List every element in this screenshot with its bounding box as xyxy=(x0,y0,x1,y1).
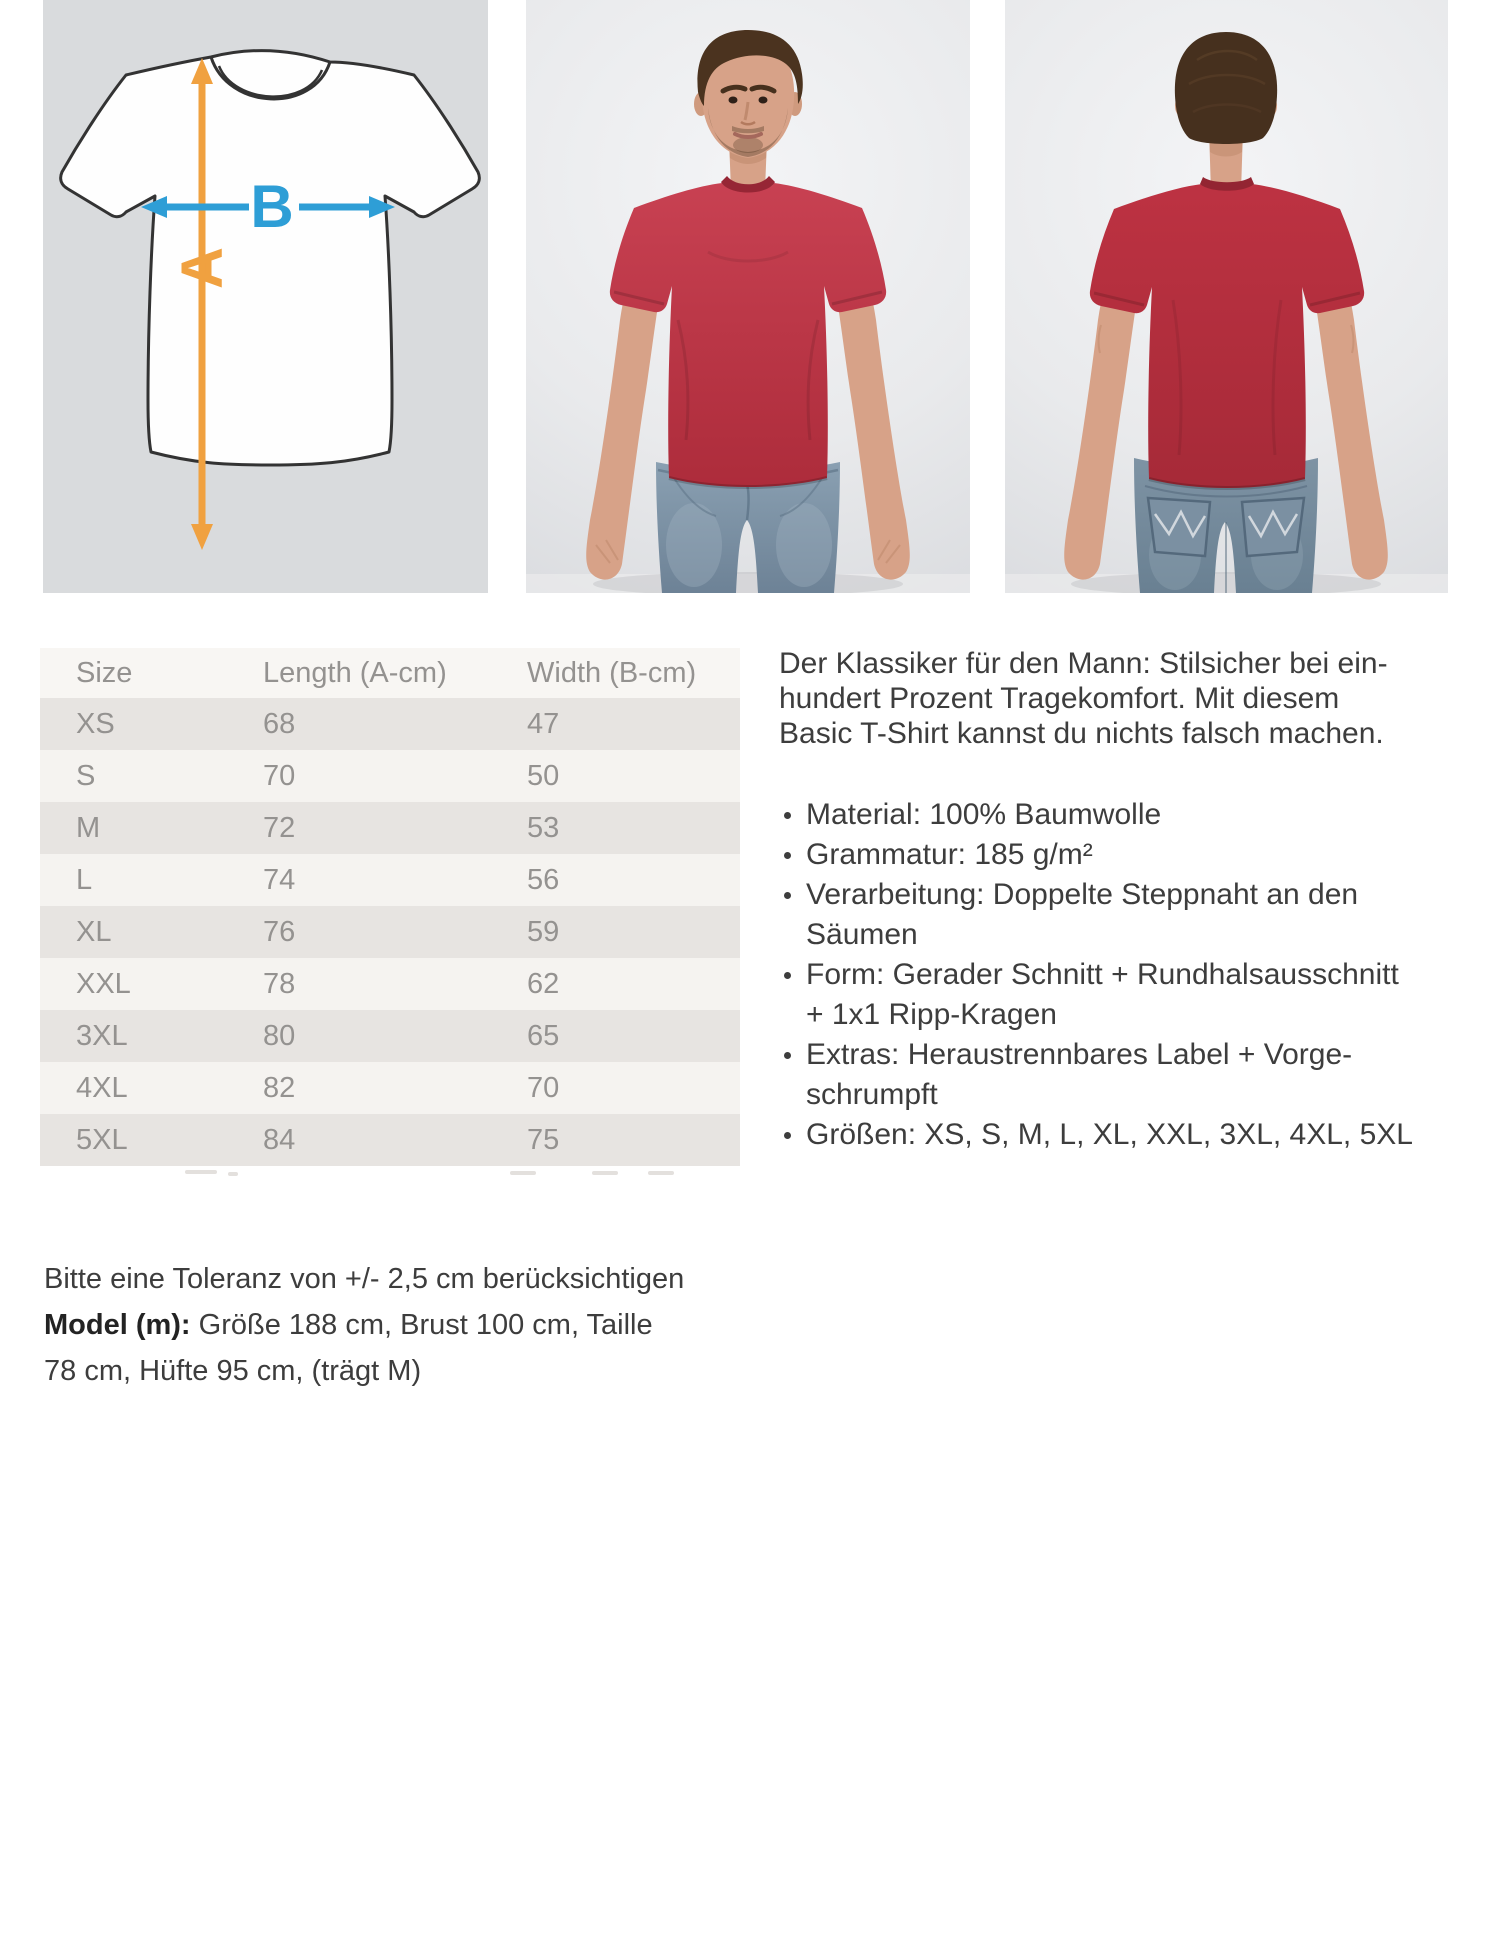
feature-item-form xyxy=(779,955,1479,1035)
table-edge-artifact xyxy=(648,1171,674,1175)
bullet-dot xyxy=(784,972,791,979)
intro-line: Basic T-Shirt kannst du nichts falsch machen. xyxy=(779,717,1384,750)
column-header-size: Size xyxy=(76,656,133,689)
model-photo-back xyxy=(1005,0,1448,593)
cell-length: 76 xyxy=(263,915,296,948)
feature-text: Material: 100% Baumwolle xyxy=(806,798,1162,831)
table-row xyxy=(40,1010,740,1062)
cell-length: 74 xyxy=(263,863,296,896)
cell-length: 68 xyxy=(263,707,296,740)
size-chart-header-row xyxy=(40,648,740,698)
feature-item-groessen xyxy=(779,1115,1479,1155)
column-header-width: Width (B-cm) xyxy=(527,656,697,689)
cell-size: 4XL xyxy=(76,1071,128,1104)
cell-width: 56 xyxy=(527,863,560,896)
bullet-dot xyxy=(784,1052,791,1059)
table-edge-artifact xyxy=(228,1172,238,1176)
description-intro xyxy=(779,646,1479,751)
back-pocket-left xyxy=(1148,498,1210,556)
feature-text: Säumen xyxy=(806,918,918,951)
table-row xyxy=(40,802,740,854)
cell-width: 47 xyxy=(527,707,560,740)
feature-item-verarbeitung xyxy=(779,875,1479,955)
model-photo-front xyxy=(526,0,970,593)
model-back-illustration xyxy=(1005,0,1448,593)
size-chart-table xyxy=(40,648,740,1166)
cell-width: 50 xyxy=(527,759,560,792)
measurement-notes xyxy=(44,1256,684,1394)
table-row xyxy=(40,958,740,1010)
bullet-dot xyxy=(784,892,791,899)
cell-size: M xyxy=(76,811,101,844)
cell-width: 53 xyxy=(527,811,560,844)
cell-width: 75 xyxy=(527,1123,560,1156)
width-label: B xyxy=(250,173,294,240)
feature-text: Grammatur: 185 g/m² xyxy=(806,838,1093,871)
model-head xyxy=(694,30,803,195)
tolerance-note: Bitte eine Toleranz von +/- 2,5 cm berücksichtigen xyxy=(44,1263,685,1295)
cell-length: 82 xyxy=(263,1071,296,1104)
cell-width: 70 xyxy=(527,1071,560,1104)
size-diagram-panel xyxy=(43,0,488,593)
model-head-back xyxy=(1175,32,1277,196)
table-row xyxy=(40,854,740,906)
cell-length: 78 xyxy=(263,967,296,1000)
table-edge-artifact xyxy=(592,1171,618,1175)
cell-size: XL xyxy=(76,915,112,948)
product-description xyxy=(779,646,1479,1155)
model-info-line2: 78 cm, Hüfte 95 cm, (trägt M) xyxy=(44,1355,422,1387)
cell-size: 5XL xyxy=(76,1123,128,1156)
cell-size: XXL xyxy=(76,967,131,1000)
feature-item-extras xyxy=(779,1035,1479,1115)
intro-line: hundert Prozent Tragekomfort. Mit diesem xyxy=(779,682,1340,715)
cell-length: 80 xyxy=(263,1019,296,1052)
feature-item-material xyxy=(779,795,1479,835)
table-edge-artifact xyxy=(510,1171,536,1175)
cell-size: L xyxy=(76,863,93,896)
tshirt-measurement-diagram xyxy=(43,0,488,593)
table-row xyxy=(40,1062,740,1114)
cell-length: 72 xyxy=(263,811,296,844)
bullet-dot xyxy=(784,852,791,859)
model-front-illustration xyxy=(526,0,970,593)
feature-text: Verarbeitung: Doppelte Steppnaht an den xyxy=(806,878,1359,911)
intro-line: Der Klassiker für den Mann: Stilsicher bei ein- xyxy=(779,647,1388,680)
bullet-dot xyxy=(784,812,791,819)
model-label: Model (m): xyxy=(44,1309,191,1341)
tshirt-outline-drawing xyxy=(61,51,480,465)
feature-text: Extras: Heraustrennbares Label + Vorge- xyxy=(806,1038,1353,1071)
cell-width: 59 xyxy=(527,915,560,948)
cell-length: 70 xyxy=(263,759,296,792)
cell-length: 84 xyxy=(263,1123,296,1156)
cell-size: S xyxy=(76,759,96,792)
feature-item-grammatur xyxy=(779,835,1479,875)
cell-width: 65 xyxy=(527,1019,560,1052)
model-info-rest: Größe 188 cm, Brust 100 cm, Taille xyxy=(190,1309,653,1341)
length-label: A xyxy=(170,247,235,289)
table-row xyxy=(40,750,740,802)
feature-text: schrumpft xyxy=(806,1078,938,1111)
column-header-length: Length (A-cm) xyxy=(263,656,447,689)
cell-size: 3XL xyxy=(76,1019,128,1052)
table-row xyxy=(40,1114,740,1166)
feature-text: + 1x1 Ripp-Kragen xyxy=(806,998,1057,1031)
feature-text: Form: Gerader Schnitt + Rundhalsausschnitt xyxy=(806,958,1399,991)
cell-size: XS xyxy=(76,707,115,740)
table-row xyxy=(40,906,740,958)
bullet-dot xyxy=(784,1132,791,1139)
model-info-line1 xyxy=(44,1302,684,1348)
table-row xyxy=(40,698,740,750)
feature-text: Größen: XS, S, M, L, XL, XXL, 3XL, 4XL, 5XL xyxy=(806,1118,1413,1151)
feature-list xyxy=(779,795,1479,1155)
cell-width: 62 xyxy=(527,967,560,1000)
table-edge-artifact xyxy=(185,1170,217,1174)
back-pocket-right xyxy=(1242,498,1304,556)
